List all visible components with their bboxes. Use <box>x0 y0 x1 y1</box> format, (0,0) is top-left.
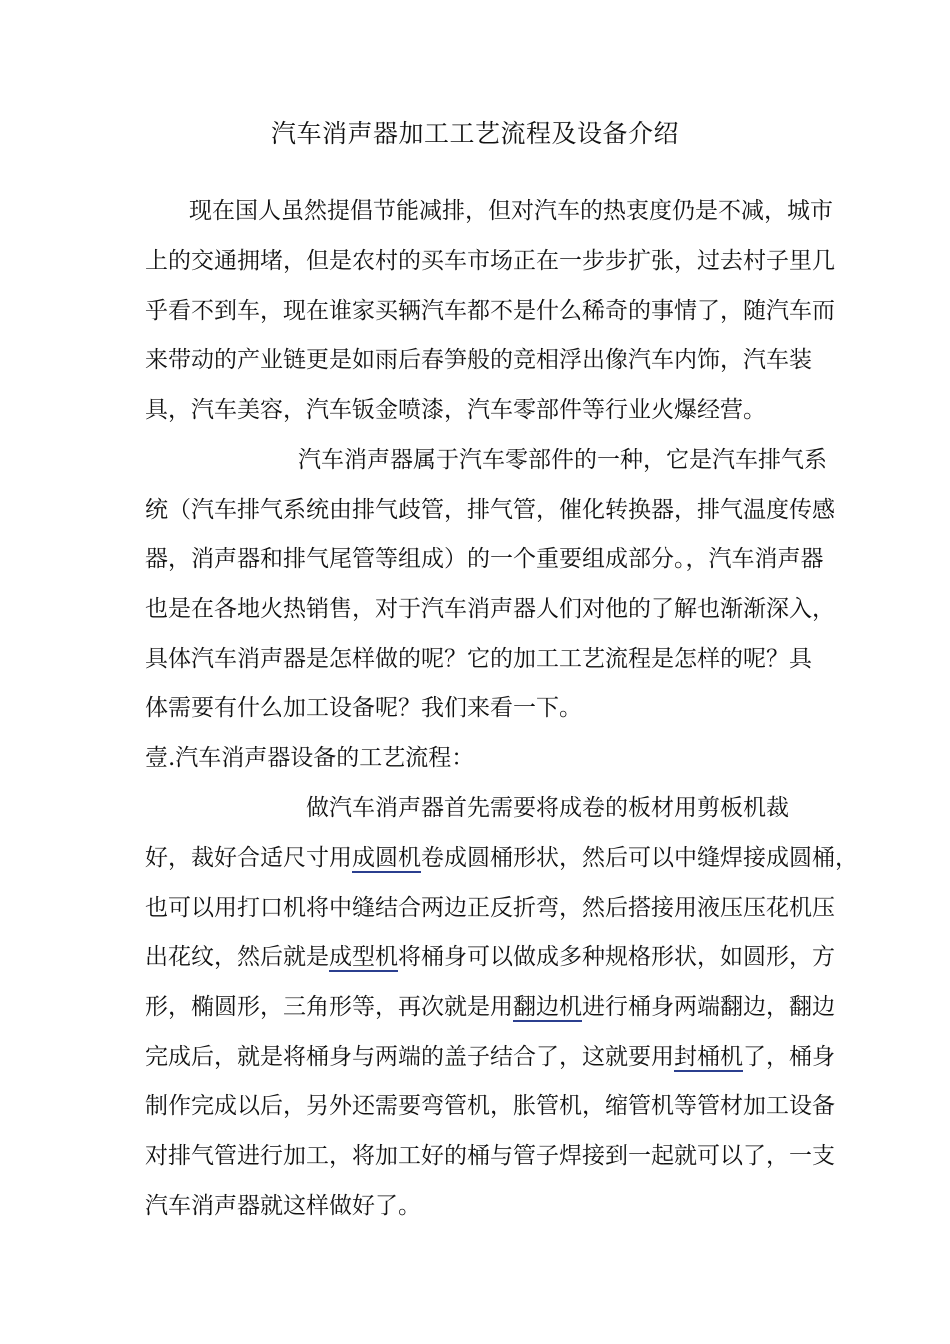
text-segment: 卷成圆桶形状，然后可以中缝焊接成圆桶， <box>421 845 858 871</box>
paragraph2-line: 体需要有什么加工设备呢？我们来看一下。 <box>145 695 582 721</box>
paragraph3-line <box>145 990 835 1024</box>
paragraph1-line: 现在国人虽然提倡节能减排，但对汽车的热衷度仍是不减，城市 <box>189 198 833 224</box>
paragraph3-line: 也可以用打口机将中缝结合两边正反折弯，然后搭接用液压压花机压 <box>145 895 835 921</box>
link-forming-machine[interactable]: 成型机 <box>329 944 398 970</box>
link-seaming-machine[interactable]: 封桶机 <box>674 1044 743 1070</box>
paragraph3-line: 对排气管进行加工，将加工好的桶与管子焊接到一起就可以了，一支 <box>145 1143 835 1169</box>
paragraph2-line: 器，消声器和排气尾管等组成）的一个重要组成部分。，汽车消声器 <box>145 546 824 572</box>
paragraph1-line: 具，汽车美容，汽车钣金喷漆，汽车零部件等行业火爆经营。 <box>145 397 766 423</box>
text-segment: 完成后，就是将桶身与两端的盖子结合了，这就要用 <box>145 1044 674 1070</box>
paragraph1-line: 上的交通拥堵，但是农村的买车市场正在一步步扩张，过去村子里几 <box>145 248 835 274</box>
paragraph3-line <box>145 940 835 974</box>
text-segment: 将桶身可以做成多种规格形状，如圆形，方 <box>398 944 835 970</box>
link-rolling-machine[interactable]: 成圆机 <box>352 845 421 871</box>
paragraph3-line: 制作完成以后，另外还需要弯管机，胀管机，缩管机等管材加工设备 <box>145 1093 835 1119</box>
text-segment: 出花纹，然后就是 <box>145 944 329 970</box>
link-flanging-machine[interactable]: 翻边机 <box>513 994 582 1020</box>
text-segment: 形，椭圆形，三角形等，再次就是用 <box>145 994 513 1020</box>
paragraph2-line: 汽车消声器属于汽车零部件的一种，它是汽车排气系 <box>298 447 827 473</box>
text-segment: 进行桶身两端翻边，翻边 <box>582 994 835 1020</box>
paragraph3-line <box>145 841 858 875</box>
paragraph3-line: 做汽车消声器首先需要将成卷的板材用剪板机裁 <box>306 795 789 821</box>
section-heading: 壹.汽车消声器设备的工艺流程： <box>145 745 475 771</box>
paragraph2-line: 也是在各地火热销售，对于汽车消声器人们对他的了解也渐渐深入， <box>145 596 835 622</box>
paragraph1-line: 来带动的产业链更是如雨后春笋般的竞相浮出像汽车内饰，汽车装 <box>145 347 812 373</box>
text-segment: 了，桶身 <box>743 1044 835 1070</box>
paragraph2-line: 统（汽车排气系统由排气歧管，排气管，催化转换器，排气温度传感 <box>145 497 835 523</box>
paragraph3-line: 汽车消声器就这样做好了。 <box>145 1193 421 1219</box>
document-title: 汽车消声器加工工艺流程及设备介绍 <box>270 119 679 148</box>
text-segment: 好，裁好合适尺寸用 <box>145 845 352 871</box>
paragraph3-line <box>145 1040 835 1074</box>
paragraph2-line: 具体汽车消声器是怎样做的呢？它的加工工艺流程是怎样的呢？具 <box>145 646 812 672</box>
paragraph1-line: 乎看不到车，现在谁家买辆汽车都不是什么稀奇的事情了，随汽车而 <box>145 298 835 324</box>
